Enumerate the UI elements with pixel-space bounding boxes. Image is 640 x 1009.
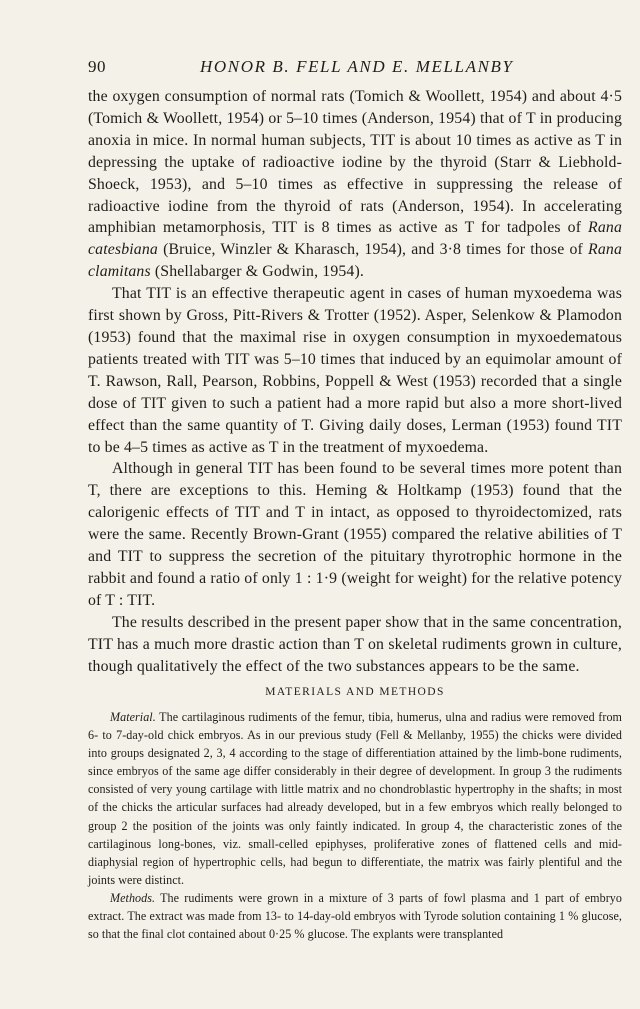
text-run: Although in general TIT has been found to be several times more potent than T, there are exceptions to this. Heming & Holtkamp (1953) found that the calorigenic effects of TIT and T in intact, as opposed to thyroidectomized, rats were the same. Recently Brown-Grant (1955) compared the relative abilities of T and TIT to suppress the secretion of the pituitary thyrotrophic hormone in the rabbit and found a ratio of only 1 : 1·9 (weight for weight) for the relative potency of T : TIT. <box>88 460 622 609</box>
running-title: HONOR B. FELL AND E. MELLANBY <box>200 57 514 76</box>
italic-run: Rana clamitans <box>88 241 622 281</box>
italic-run: Material. <box>110 710 156 724</box>
text-run: That TIT is an effective therapeutic agent in cases of human myxoedema was first shown by Gross, Pitt-Rivers & Trotter (1952). Asper, Selenkow & Plamodon (1953) found that the maximal rise in oxygen consumption in myxoedematous patients treated with TIT was 5–10 times that induced by an equimolar amount of T. Rawson, Rall, Pearson, Robbins, Poppell & West (1953) recorded that a single dose of TIT given to such a patient had a more rapid but also a more short-lived effect than the same quantity of T. Giving daily doses, Lerman (1953) found TIT to be 4–5 times as active as T in the treatment of myxoedema. <box>88 285 622 456</box>
paragraph-1 <box>88 86 622 283</box>
text-run: The results described in the present paper show that in the same concentration, TIT has a much more drastic action than T on skeletal rudiments grown in culture, though qualitatively the effect of the two substances appears to be the same. <box>88 613 622 675</box>
paragraph-3 <box>88 458 622 611</box>
italic-run: Methods. <box>110 890 156 905</box>
text-run: The cartilaginous rudiments of the femur, tibia, humerus, ulna and radius were removed from 6- to 7-day-old chick embryos. As in our previous study (Fell & Mellanby, 1955) the chicks were divided into groups designated 2, 3, 4 according to the stage of differentiation attained by the limb-bone rudiments, since embryos of the same age differ considerably in their degree of development. In group 3 the rudiments consisted of very young cartilage with little matrix and no chondroblastic hypertrophy in the shafts; in most of the chicks the articular surfaces had already developed, but in a few embryos which really belonged to group 2 the position of the joints was only faintly indicated. In group 4, the characteristic zones of the cartilaginous long-bones, viz. small-celled epiphyses, proliferative zones of flattened cells and mid-diaphysial region of hypertrophic cells, had begun to differentiate, the matrix was fairly plentiful and the joints were distinct. <box>88 710 622 887</box>
main-text <box>88 86 622 677</box>
page-number: 90 <box>88 57 106 76</box>
paragraph-4 <box>88 612 622 678</box>
text-run: (Shellabarger & Godwin, 1954). <box>150 263 364 281</box>
methods-paragraph <box>88 889 622 943</box>
section-heading: MATERIALS AND METHODS <box>265 686 445 698</box>
methods-text <box>88 708 622 943</box>
text-run: The rudiments were grown in a mixture of 3 parts of fowl plasma and 1 part of embryo extract. The extract was made from 13- to 14-day-old embryos with Tyrode solution containing 1 % glucose, so that the final clot contained about 0·25 % glucose. The explants were transplanted <box>88 890 622 942</box>
paragraph-2 <box>88 283 622 458</box>
text-run: (Bruice, Winzler & Kharasch, 1954), and 3·8 times for those of <box>157 241 589 259</box>
italic-run: Rana catesbiana <box>88 219 622 259</box>
text-run: the oxygen consumption of normal rats (Tomich & Woollett, 1954) and about 4·5 (Tomich & Woollett, 1954) or 5–10 times (Anderson, 1954) that of T in producing anoxia in mice. In normal human subjects, TIT is about 10 times as active as T in depressing the uptake of radioactive iodine by the thyroid (Starr & Liebhold-Shoeck, 1953), and 5–10 times as effective in suppressing the release of radioactive iodine from the thyroid of rats (Anderson, 1954). In accelerating amphibian metamorphosis, TIT is 8 times as active as T for tadpoles of <box>88 88 622 237</box>
material-paragraph <box>88 708 622 889</box>
page-header <box>88 57 622 81</box>
